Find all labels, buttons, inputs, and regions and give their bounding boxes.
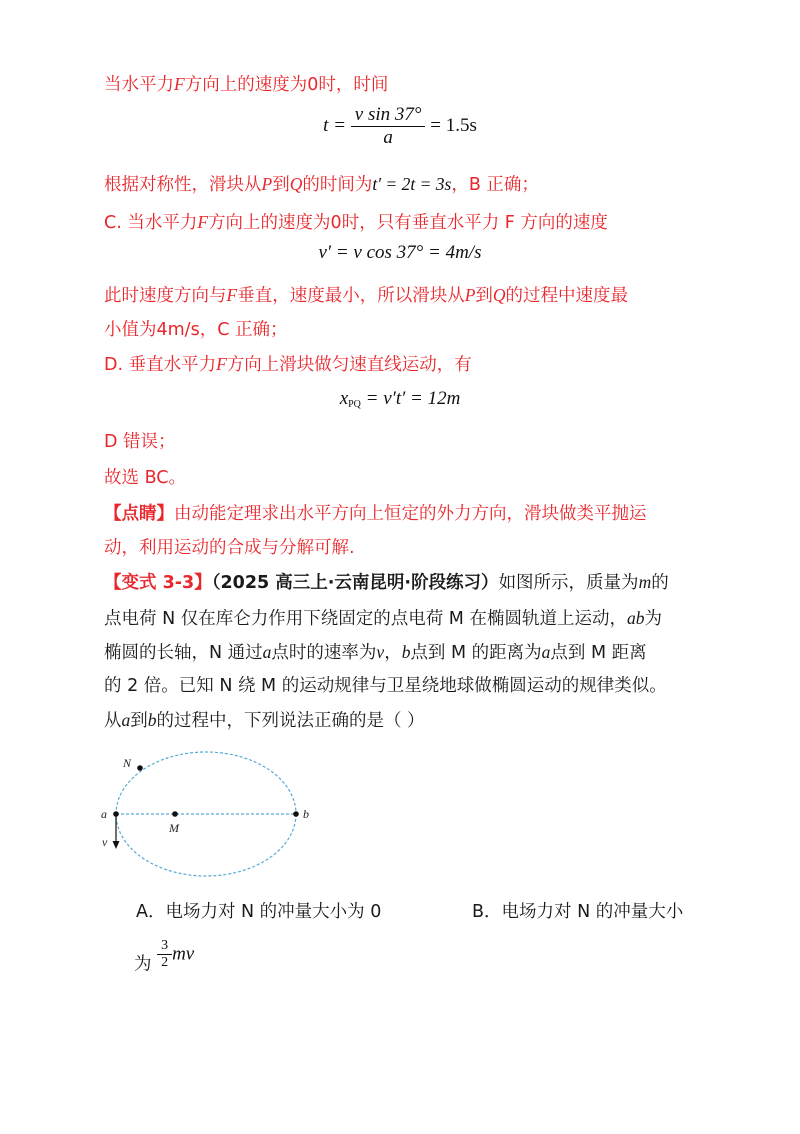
solution-line-5: 小值为4m/s，C 正确； [104,320,288,340]
problem-line-3: 椭圆的长轴，N 通过a点时的速率为v，b点到 M 的距离为a点到 M 距离 [104,642,647,663]
label-n: N [123,756,132,770]
charge-m-dot [172,811,178,817]
solution-line-1: 当水平力F方向上的速度为0时，时间 [104,74,389,95]
label-a: a [101,807,107,821]
charge-n-dot [137,765,143,771]
solution-line-2: 根据对称性，滑块从P到Q的时间为t′ = 2t = 3s，B 正确； [104,174,539,195]
option-a: A．电场力对 N 的冲量大小为 0 [136,902,382,922]
label-m: M [169,821,179,835]
option-b-continuation: 为 $\frac{3}{2}$ mv [134,938,195,975]
problem-line-2: 点电荷 N 仅在库仑力作用下绕固定的点电荷 M 在椭圆轨道上运动，ab为 [104,608,662,629]
equation-velocity: v′ = v cos 37° = 4m/s [318,242,482,263]
solution-note-line-1: 【点睛】由动能定理求出水平方向上恒定的外力方向，滑块做类平抛运 [104,504,647,524]
fraction-three-halves: $\frac{3}{2}$ [157,938,172,971]
solution-line-8: 故选 BC。 [104,468,186,488]
option-b: B．电场力对 N 的冲量大小 [472,902,684,922]
solution-line-4: 此时速度方向与F垂直，速度最小，所以滑块从P到Q的过程中速度最 [104,285,629,306]
label-v: v [102,835,108,849]
problem-line-5: 从a到b的过程中，下列说法正确的是（ ） [104,710,425,731]
solution-line-7: D 错误； [104,432,176,452]
problem-line-4: 的 2 倍。已知 N 绕 M 的运动规律与卫星绕地球做椭圆运动的规律类似。 [104,676,667,696]
solution-note-line-2: 动，利用运动的合成与分解可解. [104,538,355,558]
fraction: $\frac{\text{v sin 37°}}{a}$ [351,104,426,149]
solution-line-3: C. 当水平力F方向上的速度为0时，只有垂直水平力 F 方向的速度 [104,212,608,233]
inline-equation-t-prime: t′ = 2t = 3s [372,174,452,194]
solution-line-6: D. 垂直水平力F方向上滑块做匀速直线运动，有 [104,354,472,375]
ellipse-orbit-figure [96,748,336,888]
velocity-arrow-head [113,841,120,849]
label-b: b [303,807,309,821]
problem-line-1: 【变式 3-3】（2025 高三上·云南昆明·阶段练习）如图所示，质量为m的 [104,572,669,593]
equation-displacement: $x_{PQ} = v't' = 12m$ [339,388,461,410]
equation-time: t = $\frac{\text{v sin 37°}}{a}$ = 1.5s [323,104,477,148]
point-b-dot [293,811,299,817]
